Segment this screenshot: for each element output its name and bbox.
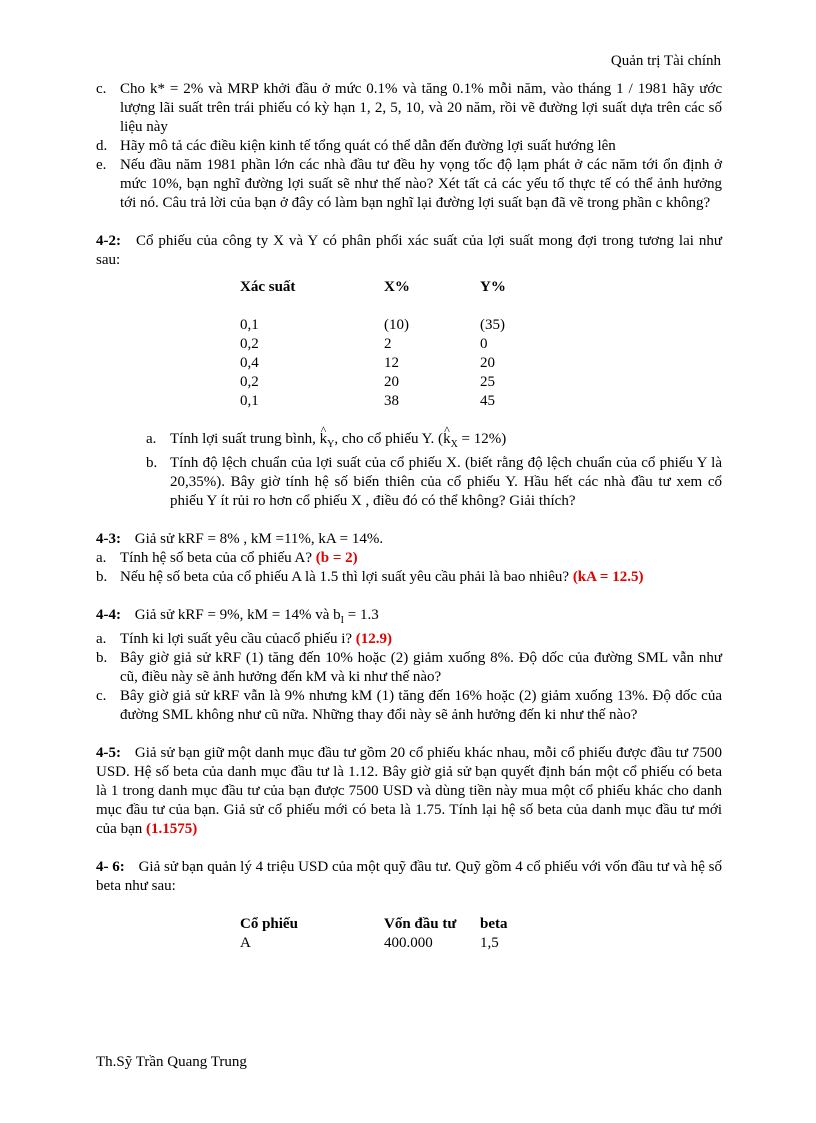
list-item (96, 137, 722, 156)
list-item (96, 649, 722, 687)
table-cell: 0,1 (240, 393, 259, 409)
table-cell: 0,1 (240, 317, 259, 333)
table-header-row (240, 278, 540, 308)
subscript: X (450, 439, 458, 450)
item-text: , cho cổ phiếu Y. ( (334, 431, 444, 447)
document-body (96, 80, 722, 953)
item-label: a. (96, 550, 107, 566)
problem-4-6 (96, 858, 722, 896)
table-cell: 0 (480, 336, 488, 352)
table-header: Cổ phiếu (240, 916, 298, 932)
table-row (240, 392, 540, 411)
problem-text: Giả sử bạn quản lý 4 triệu USD của một quỹ đầu tư. Quỹ gồm 4 cổ phiếu với vốn đầu tư và hệ số beta như sau: (96, 859, 723, 894)
table-cell: 2 (384, 336, 392, 352)
answer: (12.9) (355, 631, 393, 647)
problem-number: 4-2: (96, 233, 121, 249)
item-text: Tính độ lệch chuẩn của lợi suất của cổ phiếu X. (biết rằng độ lệch chuẩn của cổ phiếu Y là 20,35%). Bây giờ tính hệ số biến thiên của cổ phiếu Y. Hầu hết các nhà đầu tư xem cổ phiếu Y ít rủi ro hơn cổ phiếu X , điều đó có thể không? Giải thích? (170, 455, 722, 509)
item-label: c. (96, 688, 107, 704)
table-cell: 400.000 (384, 935, 433, 951)
item-label: b. (96, 650, 108, 666)
item-text: Tính lợi suất trung bình, (170, 431, 320, 447)
table-cell: 0,2 (240, 374, 259, 390)
list-item (96, 156, 722, 213)
table-header: Vốn đầu tư (384, 916, 457, 932)
table-cell: 45 (480, 393, 495, 409)
table-cell: 25 (480, 374, 495, 390)
item-text: = 12%) (457, 431, 507, 447)
item-text: Nếu đầu năm 1981 phần lớn các nhà đầu tư đều hy vọng tốc độ lạm phát ở các năm tới ổn định ở mức 10%, bạn nghĩ đường lợi suất sẽ như thế nào? Xét tất cả các yếu tố thực tế có thể ảnh hưởng tới nó. Câu trả lời của bạn ở đây có làm bạn nghĩ lại đường lợi suất bạn đã vẽ trong phần c không? (120, 157, 722, 211)
answer: (kA = 12.5) (572, 569, 644, 585)
problem-text: Giả sử bạn giữ một danh mục đầu tư gồm 20 cổ phiếu khác nhau, mỗi cổ phiếu được đầu tư 7500 USD. Hệ số beta của danh mục đầu tư là 1.12. Bây giờ giả sử bạn quyết định bán một cổ phiếu có beta là 1 trong danh mục đầu tư của bạn được 7500 USD và dùng tiền này mua một cổ phiếu khác cho danh mục đầu tư của bạn. Giả sử cổ phiếu mới có beta là 1.75. Tính lại hệ số beta của danh mục đầu tư mới của bạn (96, 745, 722, 837)
table-row (240, 934, 540, 953)
table-header-row (240, 915, 540, 934)
table-header: beta (480, 916, 508, 932)
table-cell: (35) (480, 317, 505, 333)
item-text: Nếu hệ số beta của cổ phiếu A là 1.5 thì lợi suất yêu cầu phải là bao nhiêu? (120, 569, 573, 585)
problem-number: 4-5: (96, 745, 121, 761)
list-item (96, 80, 722, 137)
list-item (96, 430, 722, 454)
problem-4-3 (96, 530, 722, 549)
table-row (240, 373, 540, 392)
table-cell: 0,2 (240, 336, 259, 352)
problem-number: 4-3: (96, 531, 121, 547)
table-cell: 38 (384, 393, 399, 409)
item-text: Hãy mô tả các điều kiện kinh tế tổng quát có thể dẫn đến đường lợi suất hướng lên (120, 138, 616, 154)
subscript: I (340, 615, 344, 626)
answer: (1.1575) (145, 821, 198, 837)
item-label: e. (96, 157, 107, 173)
table-row (240, 354, 540, 373)
problem-4-4 (96, 606, 722, 630)
item-label: c. (96, 81, 107, 97)
item-label: a. (96, 631, 107, 647)
table-cell: 20 (480, 355, 495, 371)
page-header: Quản trị Tài chính (610, 53, 721, 69)
problem-4-2 (96, 232, 722, 270)
table-cell: 20 (384, 374, 399, 390)
table-header: Xác suất (240, 279, 296, 295)
table-row (240, 316, 540, 335)
table-header: X% (384, 279, 410, 295)
item-label: b. (146, 455, 158, 471)
problem-text: = 1.3 (343, 607, 379, 623)
table-cell: (10) (384, 317, 409, 333)
list-item (96, 568, 722, 587)
k-hat-symbol: ^ k (443, 430, 451, 449)
item-text: Tính hệ số beta của cổ phiếu A? (120, 550, 316, 566)
problem-number: 4- 6: (96, 859, 125, 875)
probability-table (240, 278, 540, 411)
problem-4-5 (96, 744, 722, 839)
item-text: Bây giờ giả sử kRF vẫn là 9% nhưng kM (1) tăng đến 16% hoặc (2) giảm xuống 13%. Độ dốc của đường SML không như cũ nữa. Những thay đổi này sẽ ảnh hưởng đến ki như thế nào? (120, 688, 722, 723)
item-label: a. (146, 431, 157, 447)
list-item (96, 630, 722, 649)
table-cell: 12 (384, 355, 399, 371)
subscript: Y (327, 439, 335, 450)
fund-table (240, 915, 540, 953)
item-label: b. (96, 569, 108, 585)
k-hat-symbol: ^ k (320, 430, 328, 449)
problem-text: Cổ phiếu của công ty X và Y có phân phối xác suất của lợi suất mong đợi trong tương lai như sau: (96, 233, 723, 268)
item-text: Tính ki lợi suất yêu cầu củacổ phiếu i? (120, 631, 356, 647)
table-cell: 0,4 (240, 355, 259, 371)
problem-text: Giả sử kRF = 8% , kM =11%, kA = 14%. (134, 531, 384, 547)
list-item (96, 549, 722, 568)
item-text: Cho k* = 2% và MRP khởi đầu ở mức 0.1% và tăng 0.1% mỗi năm, vào tháng 1 / 1981 hãy ước lượng lãi suất trên trái phiếu có kỳ hạn 1, 2, 5, 10, và 20 năm, rồi vẽ đường lợi suất dựa trên các số liệu này (120, 81, 722, 135)
item-label: d. (96, 138, 108, 154)
item-text: Bây giờ giả sử kRF (1) tăng đến 10% hoặc (2) giảm xuống 8%. Độ dốc của đường SML vẫn như cũ, điều này sẽ ảnh hưởng đến kM và ki như thế nào? (120, 650, 722, 685)
table-header: Y% (480, 279, 506, 295)
list-item (96, 687, 722, 725)
table-cell: A (240, 935, 251, 951)
table-cell: 1,5 (480, 935, 499, 951)
table-row (240, 335, 540, 354)
answer: (b = 2) (315, 550, 358, 566)
list-item (96, 454, 722, 511)
problem-text: Giả sử kRF = 9%, kM = 14% và b (134, 607, 341, 623)
page-footer: Th.Sỹ Trần Quang Trung (96, 1054, 247, 1070)
problem-number: 4-4: (96, 607, 121, 623)
